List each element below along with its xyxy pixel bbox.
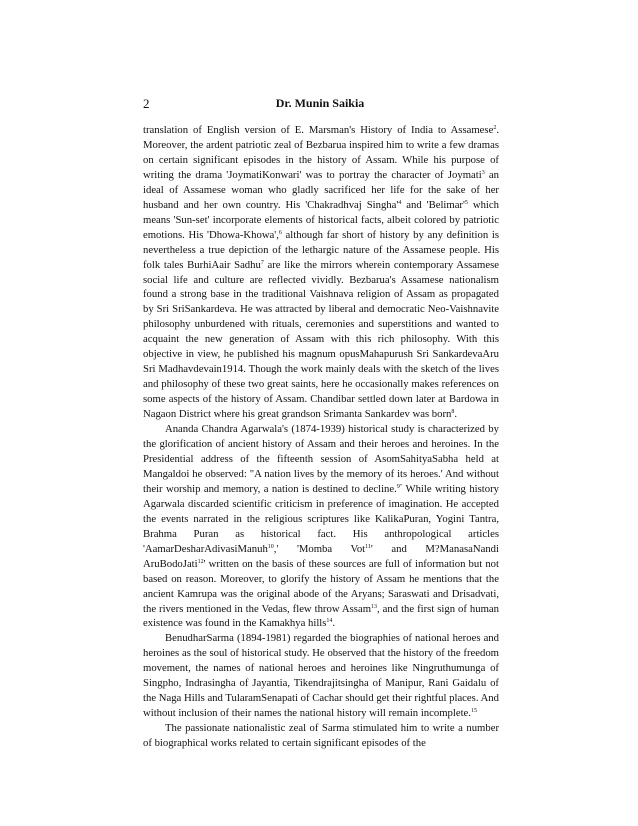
footnote-marker: 7 bbox=[260, 259, 264, 266]
text-run: . bbox=[454, 408, 458, 421]
text-run: and 'Belimar' bbox=[401, 198, 465, 211]
text-run: although far short of history by any definition is nevertheless a true depiction of the lethargic nature of the Assamese people. His folk tales BurhiAair Sadhu bbox=[143, 228, 499, 271]
page-number: 2 bbox=[143, 96, 150, 111]
footnote-marker: 10 bbox=[267, 543, 274, 550]
footnote-marker: 8 bbox=[451, 409, 455, 416]
footnote-marker: 5 bbox=[464, 199, 468, 206]
text-run: BenudharSarma (1894-1981) regarded the biographies of national heroes and heroines as the soul of historical study. He observed that the history of the freedom movement, the names of national heroes and heroines like Ningruthumunga of Singpho, Indrasingha of Jayantia, Tikendrajitsingha of Manipur, Rani Gaidalu of the Naga Hills and TularamSenapati of Cachar should get their rightful places. And without inclusion of their names the national history will remain incomplete. bbox=[143, 632, 499, 720]
text-run: The passionate nationalistic zeal of Sarma stimulated him to write a number of biographical works related to certain significant episodes of the bbox=[143, 722, 499, 750]
paragraph bbox=[143, 422, 499, 631]
footnote-marker: 2 bbox=[493, 125, 497, 131]
footnote-marker: 4 bbox=[398, 199, 402, 206]
text-run: translation of English version of E. Marsman's History of India to Assamese bbox=[143, 124, 494, 136]
text-run: ' written on the basis of these sources are full of information but not based on reason. Moreover, to glorify the history of Assam he mentions that the ancient Kamrupa was the original abode of the Aryans; Saraswati and Drisadvati, the rivers mentioned in the Vedas, flew throw Assam bbox=[143, 557, 499, 615]
text-run: While writing history Agarwala discarded scientific criticism in preference of imagination. He accepted the events narrated in the religious scriptures like KalikaPuran, Yogini Tantra, Brahma Puran as historical fact. His anthropological articles 'AamarDesharAdivasiManuh bbox=[143, 482, 500, 555]
footnote-marker: 6 bbox=[278, 229, 282, 236]
footnote-marker: 12 bbox=[197, 558, 204, 565]
paragraph bbox=[143, 721, 499, 751]
running-head-author: Dr. Munin Saikia bbox=[275, 96, 365, 110]
text-run: an ideal of Assamese woman who gladly sacrificed her life for the sake of her husband and her own country. His 'Chakradhvaj Singha' bbox=[143, 168, 499, 211]
footnote-marker: 15 bbox=[470, 708, 477, 715]
text-run: which means 'Sun-set' incorporate elements of historical facts, albeit colored by patriotic emotions. His 'Dhowa-Khowa', bbox=[143, 198, 499, 241]
footnote-marker: 11 bbox=[365, 543, 371, 550]
footnote-marker: 14 bbox=[326, 618, 333, 625]
paragraph bbox=[143, 123, 499, 422]
text-run: , and the first sign of human existence was found in the Kamakhya hills bbox=[143, 602, 499, 630]
text-run: . Moreover, the ardent patriotic zeal of Bezbarua inspired him to write a few dramas on certain significant episodes in the history of Assam. While his purpose of writing the drama 'JoymatiKonwari' was to portray the character of Joymati bbox=[143, 124, 499, 181]
text-run: ' and M?ManasaNandi AruBodoJati bbox=[143, 542, 499, 570]
footnote-marker: 3 bbox=[481, 169, 485, 176]
footnote-marker: 13 bbox=[371, 603, 378, 610]
body-text bbox=[143, 123, 499, 751]
text-run: Ananda Chandra Agarwala's (1874-1939) historical study is characterized by the glorification of ancient history of Assam and their heroes and heroines. In the Presidential address of the fifteenth session of AsomSahityaSabha held at Mangaldoi he observed: "A nation lives by the memory of its heroes.' And without their worship and memory, a nation is destined to decline. bbox=[143, 423, 499, 495]
text-run: ,' 'Momba Vot bbox=[273, 542, 366, 555]
text-run: are like the mirrors wherein contemporary Assamese social life and culture are reflected vividly. Bezbarua's Assamese nationalism found a strong base in the traditional Vaishnava religion of Assam as propagated by Sri SriSankardeva. He was attracted by liberal and democratic Neo-Vaishnavite philosophy unburdened with rituals, ceremonies and superstitions and wanted to acquaint the new generation of Assam with this rich philosophy. With this objective in view, he published his magnum opusMahapurush Sri SankardevaAru Sri Madhavdevain1914. Though the work mainly deals with the sketch of the lives and philosophy of these two great saints, here he occasionally makes references on some aspects of the history of Assam. Chandibar settled down later at Bardowa in Nagaon District where his great grandson Srimanta Sankardev was born bbox=[143, 258, 499, 421]
text-run: . bbox=[332, 617, 336, 630]
footnote-marker: 9" bbox=[396, 483, 403, 490]
paragraph bbox=[143, 631, 499, 721]
page-header bbox=[143, 96, 497, 114]
